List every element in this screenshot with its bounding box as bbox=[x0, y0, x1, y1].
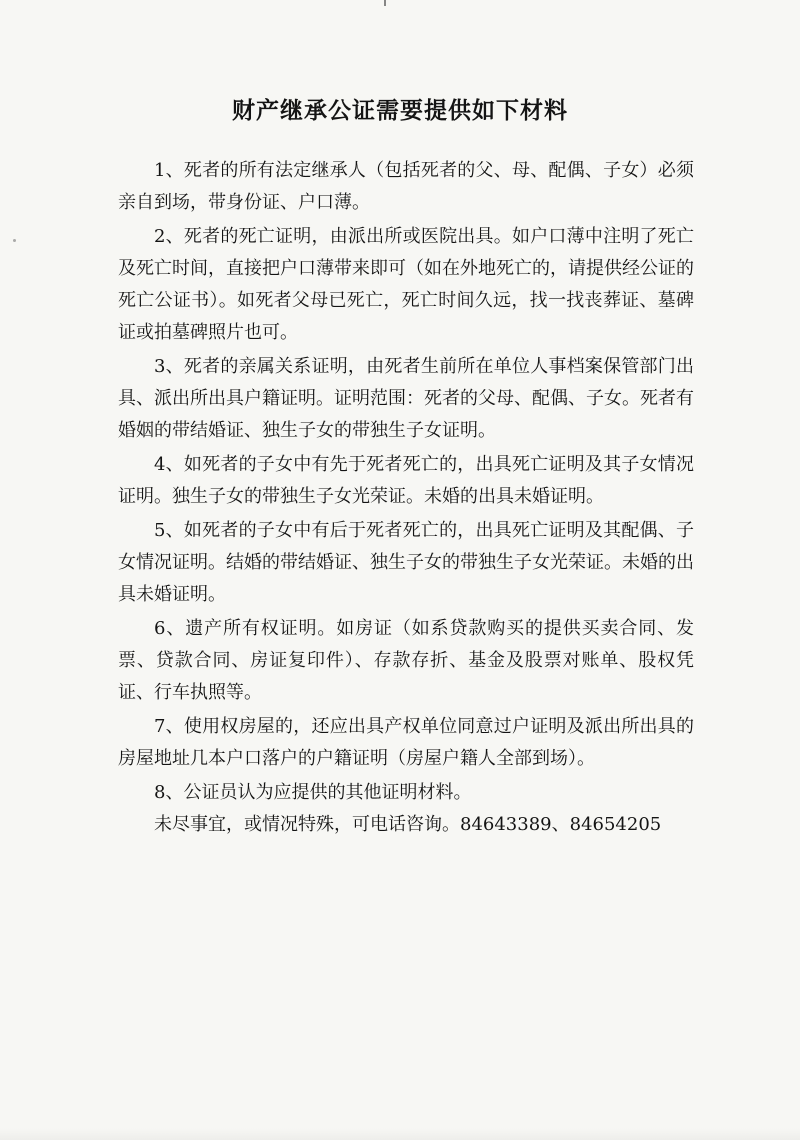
document-title: 财产继承公证需要提供如下材料 bbox=[232, 97, 568, 124]
paragraph-6: 6、遗产所有权证明。如房证（如系贷款购买的提供买卖合同、发票、贷款合同、房证复印件）、存款存折、基金及股票对账单、股权凭证、行车执照等。 bbox=[118, 618, 694, 703]
paragraph-4: 4、如死者的子女中有先于死者死亡的，出具死亡证明及其子女情况证明。独生子女的带独生子女光荣证。未婚的出具未婚证明。 bbox=[118, 454, 694, 507]
paragraph-8: 8、公证员认为应提供的其他证明材料。 bbox=[154, 782, 472, 803]
scan-mark bbox=[384, 0, 386, 6]
paragraph-5: 5、如死者的子女中有后于死者死亡的，出具死亡证明及其配偶、子女情况证明。结婚的带结婚证、独生子女的带独生子女光荣证。未婚的出具未婚证明。 bbox=[118, 520, 694, 605]
paragraph-2: 2、死者的死亡证明，由派出所或医院出具。如户口薄中注明了死亡及死亡时间，直接把户口薄带来即可（如在外地死亡的，请提供经公证的死亡公证书）。如死者父母已死亡，死亡时间久远，找一找丧葬证、墓碑证或拍墓碑照片也可。 bbox=[118, 226, 694, 343]
document-body bbox=[118, 155, 694, 841]
paragraph-3: 3、死者的亲属关系证明，由死者生前所在单位人事档案保管部门出具、派出所出具户籍证明。证明范围：死者的父母、配偶、子女。死者有婚姻的带结婚证、独生子女的带独生子女证明。 bbox=[118, 356, 694, 441]
paragraph-7: 7、使用权房屋的，还应出具产权单位同意过户证明及派出所出具的房屋地址几本户口落户的户籍证明（房屋户籍人全部到场）。 bbox=[118, 716, 694, 769]
paragraph-1: 1、死者的所有法定继承人（包括死者的父、母、配偶、子女）必须亲自到场，带身份证、户口薄。 bbox=[118, 160, 694, 213]
page-bottom-shadow bbox=[0, 1128, 800, 1140]
contact-note: 未尽事宜，或情况特殊，可电话咨询。84643389、84654205 bbox=[154, 814, 662, 835]
scan-mark bbox=[13, 239, 16, 242]
